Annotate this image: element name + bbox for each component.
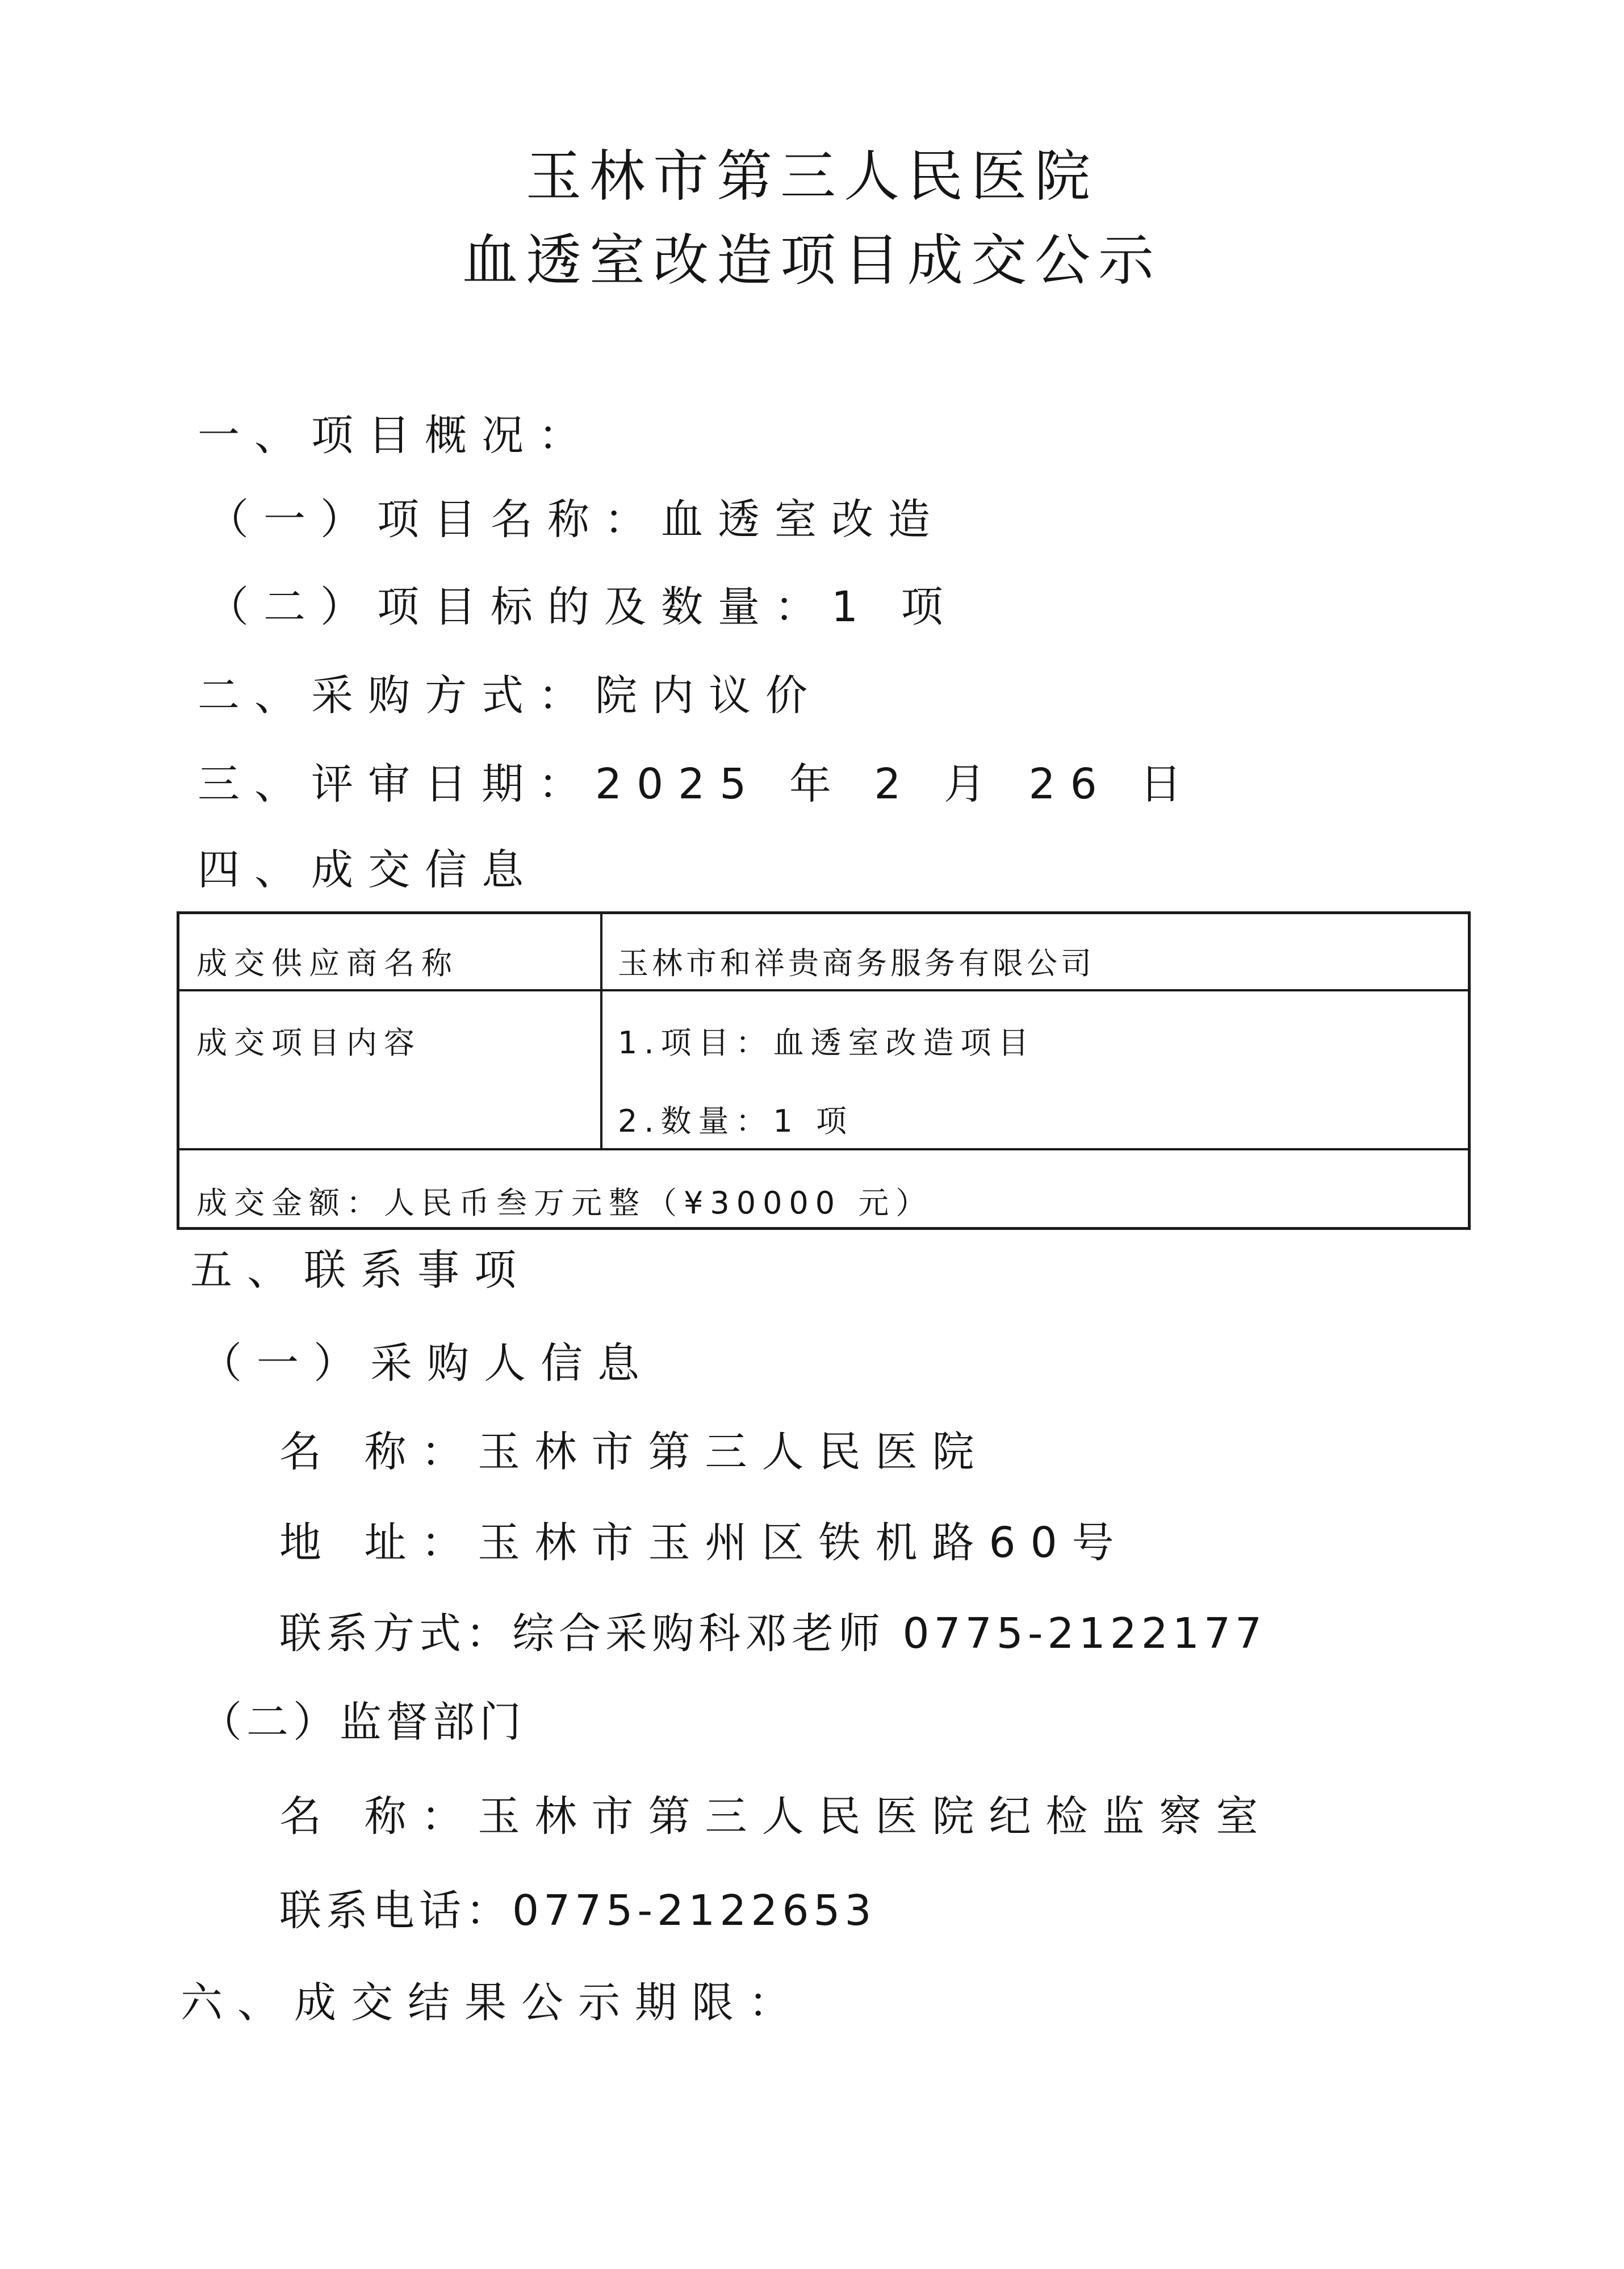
- supervisor-name-line: 名 称：玉林市第三人民医院纪检监察室: [279, 1792, 1273, 1841]
- supervisor-heading: （二）监督部门: [200, 1698, 526, 1747]
- deal-info-table: [177, 911, 1471, 1230]
- procurement-method-line: 二、采购方式：院内议价: [198, 671, 822, 720]
- publicity-period-heading: 六、成交结果公示期限：: [181, 1978, 805, 2027]
- supplier-value: 玉林市和祥贵商务服务有限公司: [618, 945, 1095, 981]
- title-announcement: 血透室改造项目成交公示: [462, 228, 1162, 293]
- purchaser-address-line: 地 址：玉林市玉州区铁机路60号: [279, 1518, 1129, 1567]
- content-label: 成交项目内容: [196, 1025, 421, 1061]
- deal-info-heading: 四、成交信息: [198, 845, 538, 894]
- purchaser-name-line: 名 称：玉林市第三人民医院: [279, 1427, 989, 1476]
- content-item-project: 1.项目：血透室改造项目: [618, 1025, 1036, 1061]
- section-overview-heading: 一、项目概况：: [198, 411, 595, 460]
- project-subject-line: （二）项目标的及数量：1 项: [207, 583, 958, 631]
- content-item-quantity: 2.数量：1 项: [618, 1103, 854, 1139]
- purchaser-contact-line: 联系方式：综合采购科邓老师 0775-2122177: [279, 1609, 1267, 1658]
- project-name-line: （一）项目名称：血透室改造: [207, 495, 945, 544]
- supplier-label: 成交供应商名称: [196, 945, 459, 981]
- contact-heading: 五、联系事项: [190, 1246, 531, 1295]
- purchaser-info-heading: （一）采购人信息: [200, 1339, 654, 1388]
- deal-amount: 成交金额：人民币叁万元整（¥30000 元）: [196, 1185, 934, 1221]
- table-column-divider: [600, 914, 602, 1148]
- table-divider: [179, 1148, 1468, 1150]
- title-hospital-name: 玉林市第三人民医院: [525, 144, 1098, 209]
- table-divider: [179, 989, 1468, 991]
- review-date-line: 三、评审日期：2025 年 2 月 26 日: [198, 760, 1197, 809]
- supervisor-phone-line: 联系电话：0775-2122653: [279, 1886, 876, 1935]
